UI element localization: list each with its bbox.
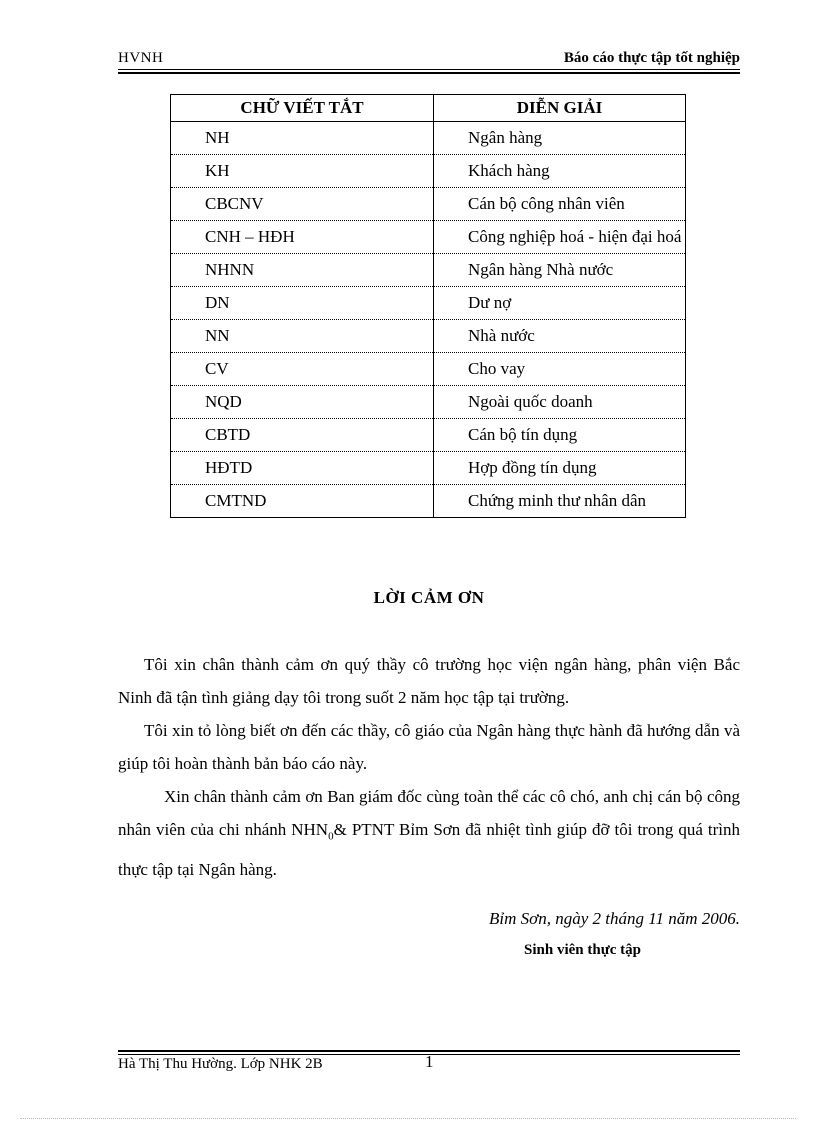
abbr-cell: NHNN — [171, 254, 434, 287]
table-row — [171, 188, 686, 221]
acknowledgement-title: LỜI CẢM ƠN — [373, 588, 485, 607]
column-header-meaning: DIỄN GIẢI — [434, 95, 686, 122]
header-right: Báo cáo thực tập tốt nghiệp — [563, 50, 740, 66]
column-header-abbreviation: CHỮ VIẾT TẮT — [171, 95, 434, 122]
abbr-cell: CV — [171, 353, 434, 386]
meaning-cell: Cán bộ tín dụng — [434, 419, 686, 452]
subscript-zero: 0 — [328, 830, 334, 843]
acknowledgement-paragraph-3 — [118, 780, 740, 886]
meaning-cell: Ngân hàng Nhà nước — [434, 254, 686, 287]
page-number: 1 — [425, 1052, 434, 1071]
abbr-cell: CNH – HĐH — [171, 221, 434, 254]
page-bottom-border — [20, 1118, 796, 1119]
acknowledgement-paragraph-1: Tôi xin chân thành cảm ơn quý thầy cô trường học viện ngân hàng, phân viện Bắc Ninh đã tận tình giảng dạy tôi trong suốt 2 năm học tập tại trường. — [118, 655, 740, 707]
meaning-cell: Cho vay — [434, 353, 686, 386]
abbr-cell: KH — [171, 155, 434, 188]
meaning-cell: Chứng minh thư nhân dân — [468, 491, 647, 510]
signature-place-date: Bỉm Sơn, ngày 2 tháng 11 năm 2006. — [489, 909, 740, 928]
meaning-cell: Cán bộ công nhân viên — [434, 188, 686, 221]
abbr-cell: NN — [171, 320, 434, 353]
abbr-cell: NH — [171, 122, 434, 155]
meaning-cell: Ngoài quốc doanh — [434, 386, 686, 419]
abbreviation-table — [170, 94, 686, 518]
footer-author: Hà Thị Thu Hường. Lớp NHK 2B — [118, 1056, 323, 1072]
table-row — [171, 287, 686, 320]
table-row — [171, 419, 686, 452]
abbr-cell: CBTD — [171, 419, 434, 452]
table-row — [171, 155, 686, 188]
abbr-cell: NQD — [171, 386, 434, 419]
abbr-cell: CMTND — [171, 485, 434, 518]
page-header — [118, 46, 740, 70]
meaning-cell: Hợp đồng tín dụng — [434, 452, 686, 485]
table-row — [171, 221, 686, 254]
table-row — [171, 353, 686, 386]
paragraph-3-text-a: Xin chân thành cảm ơn Ban giám đốc cùng toàn thể các cô chó, anh chị cán bộ công nhân viên của chi nhánh NHN — [118, 787, 740, 839]
signature-role: Sinh viên thực tập — [524, 942, 641, 958]
table-row — [171, 485, 686, 518]
table-row — [171, 386, 686, 419]
table-row — [171, 320, 686, 353]
meaning-cell: Công nghiệp hoá - hiện đại hoá — [434, 221, 686, 254]
abbr-cell: CBCNV — [171, 188, 434, 221]
table-header-row — [171, 95, 686, 122]
header-left: HVNH — [118, 50, 164, 66]
meaning-cell: Nhà nước — [434, 320, 686, 353]
table-row — [171, 254, 686, 287]
abbr-cell: DN — [171, 287, 434, 320]
abbr-cell: HĐTD — [171, 452, 434, 485]
meaning-cell: Khách hàng — [434, 155, 686, 188]
table-row — [171, 452, 686, 485]
table-row — [171, 122, 686, 155]
acknowledgement-paragraph-2: Tôi xin tỏ lòng biết ơn đến các thầy, cô giáo của Ngân hàng thực hành đã hướng dẫn và giúp tôi hoàn thành bản báo cáo này. — [118, 721, 740, 773]
paragraph-3-text-b: & PTNT Bỉm Sơn đã nhiệt tình giúp đỡ tôi trong quá trình thực tập tại Ngân hàng. — [118, 820, 740, 880]
meaning-cell: Dư nợ — [434, 287, 686, 320]
header-rule — [118, 69, 740, 70]
meaning-cell: Ngân hàng — [434, 122, 686, 155]
header-rule-thick — [118, 72, 740, 74]
